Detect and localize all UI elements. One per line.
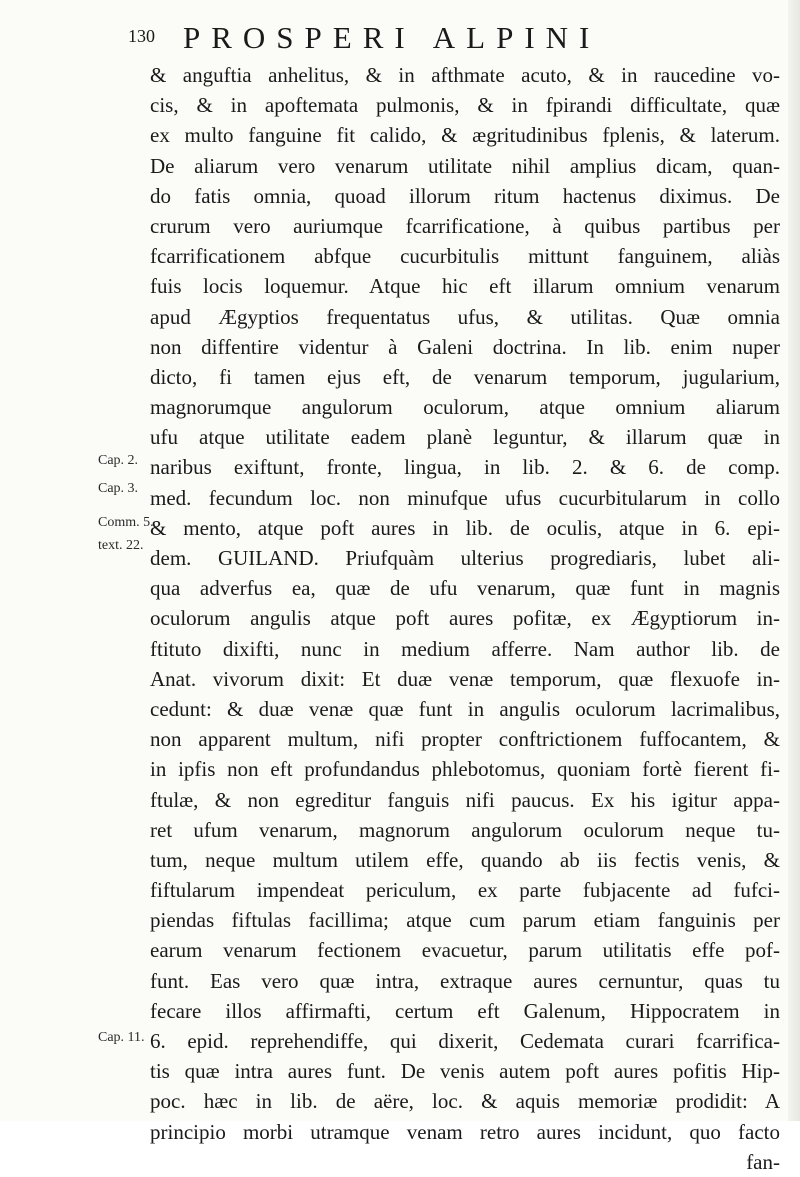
text-line: fuis locis loquemur. Atque hic eft illarum omnium venarum <box>150 274 780 299</box>
text-line: funt. Eas vero quæ intra, extraque aures cernuntur, quas tu <box>150 968 780 993</box>
text-line: cis, & in apoftemata pulmonis, & in fpirandi difficultate, quæ <box>150 93 780 118</box>
text-line: non apparent multum, nifi propter conftrictionem fuffocantem, & <box>150 727 780 752</box>
text-line: tis quæ intra aures funt. De venis autem poft aures pofitis Hip- <box>150 1059 780 1084</box>
text-line: ftituto dixifti, nunc in medium afferre. Nam author lib. de <box>150 636 780 661</box>
text-line: ufu atque utilitate eadem planè leguntur, & illarum quæ in <box>150 425 780 450</box>
text-line: crurum vero auriumque fcarrificatione, à quibus partibus per <box>150 213 780 238</box>
text-line: principio morbi utramque venam retro aures incidunt, quo facto <box>150 1119 780 1144</box>
text-line: ret ufum venarum, magnorum angulorum oculorum neque tu- <box>150 817 780 842</box>
page-header <box>128 20 768 60</box>
text-line: cedunt: & duæ venæ quæ funt in angulis oculorum lacrimalibus, <box>150 696 780 721</box>
running-title: PROSPERI ALPINI <box>183 20 601 55</box>
text-line: oculorum angulis atque poft aures pofitæ, ex Ægyptiorum in- <box>150 606 780 631</box>
text-line: do fatis omnia, quoad illorum ritum hactenus diximus. De <box>150 183 780 208</box>
text-line: De aliarum vero venarum utilitate nihil amplius dicam, quan- <box>150 153 780 178</box>
text-line: qua adverfus ea, quæ de ufu venarum, quæ funt in magnis <box>150 576 780 601</box>
body-text <box>150 60 780 1177</box>
text-line: poc. hæc in lib. de aëre, loc. & aquis memoriæ prodidit: A <box>150 1089 780 1114</box>
text-line: magnorumque angulorum oculorum, atque omnium aliarum <box>150 395 780 420</box>
scan-edge <box>788 0 800 1121</box>
text-line: med. fecundum loc. non minufque ufus cucurbitularum in collo <box>150 485 780 510</box>
text-line: apud Ægyptios frequentatus ufus, & utilitas. Quæ omnia <box>150 304 780 329</box>
text-line: Anat. vivorum dixit: Et duæ venæ temporum, quæ flexuofe in- <box>150 666 780 691</box>
text-line: non diffentire videntur à Galeni doctrina. In lib. enim nuper <box>150 334 780 359</box>
margin-note-cap-11: Cap. 11. <box>98 1030 145 1045</box>
text-line: in ipfis non eft profundandus phlebotomus, quoniam fortè fierent fi- <box>150 757 780 782</box>
text-line: fiftularum impendeat periculum, ex parte fubjacente ad fufci- <box>150 878 780 903</box>
text-line: naribus exiftunt, fronte, lingua, in lib. 2. & 6. de comp. <box>150 455 780 480</box>
margin-note-comm-5: Comm. 5. <box>98 515 154 530</box>
text-line: 6. epid. reprehendiffe, qui dixerit, Cedemata curari fcarrifica- <box>150 1029 780 1053</box>
text-line: fcarrificationem abfque cucurbitulis mittunt fanguinem, aliàs <box>150 244 780 269</box>
page-number: 130 <box>128 26 155 46</box>
text-line: piendas fiftulas facillima; atque cum parum etiam fanguinis per <box>150 908 780 933</box>
text-line: & mento, atque poft aures in lib. de oculis, atque in 6. epi- <box>150 515 780 540</box>
margin-note-cap-2: Cap. 2. <box>98 453 139 468</box>
text-line: dicto, fi tamen ejus eft, de venarum temporum, jugularium, <box>150 364 780 389</box>
margin-note-text-22: text. 22. <box>98 538 144 553</box>
text-line: & anguftia anhelitus, & in afthmate acuto, & in raucedine vo- <box>150 63 780 87</box>
margin-note-cap-3: Cap. 3. <box>98 481 139 496</box>
text-line: earum venarum fectionem evacuetur, parum utilitatis effe pof- <box>150 938 780 963</box>
text-line: dem. GUILAND. Priufquàm ulterius progrediaris, lubet ali- <box>150 546 780 570</box>
text-line: ftulæ, & non egreditur fanguis nifi paucus. Ex his igitur appa- <box>150 787 780 812</box>
catchword: fan- <box>746 1149 780 1174</box>
text-line: tum, neque multum utilem effe, quando ab iis fectis venis, & <box>150 847 780 872</box>
text-line: fecare illos affirmafti, certum eft Galenum, Hippocratem in <box>150 998 780 1023</box>
text-line: ex multo fanguine fit calido, & ægritudinibus fplenis, & laterum. <box>150 123 780 148</box>
